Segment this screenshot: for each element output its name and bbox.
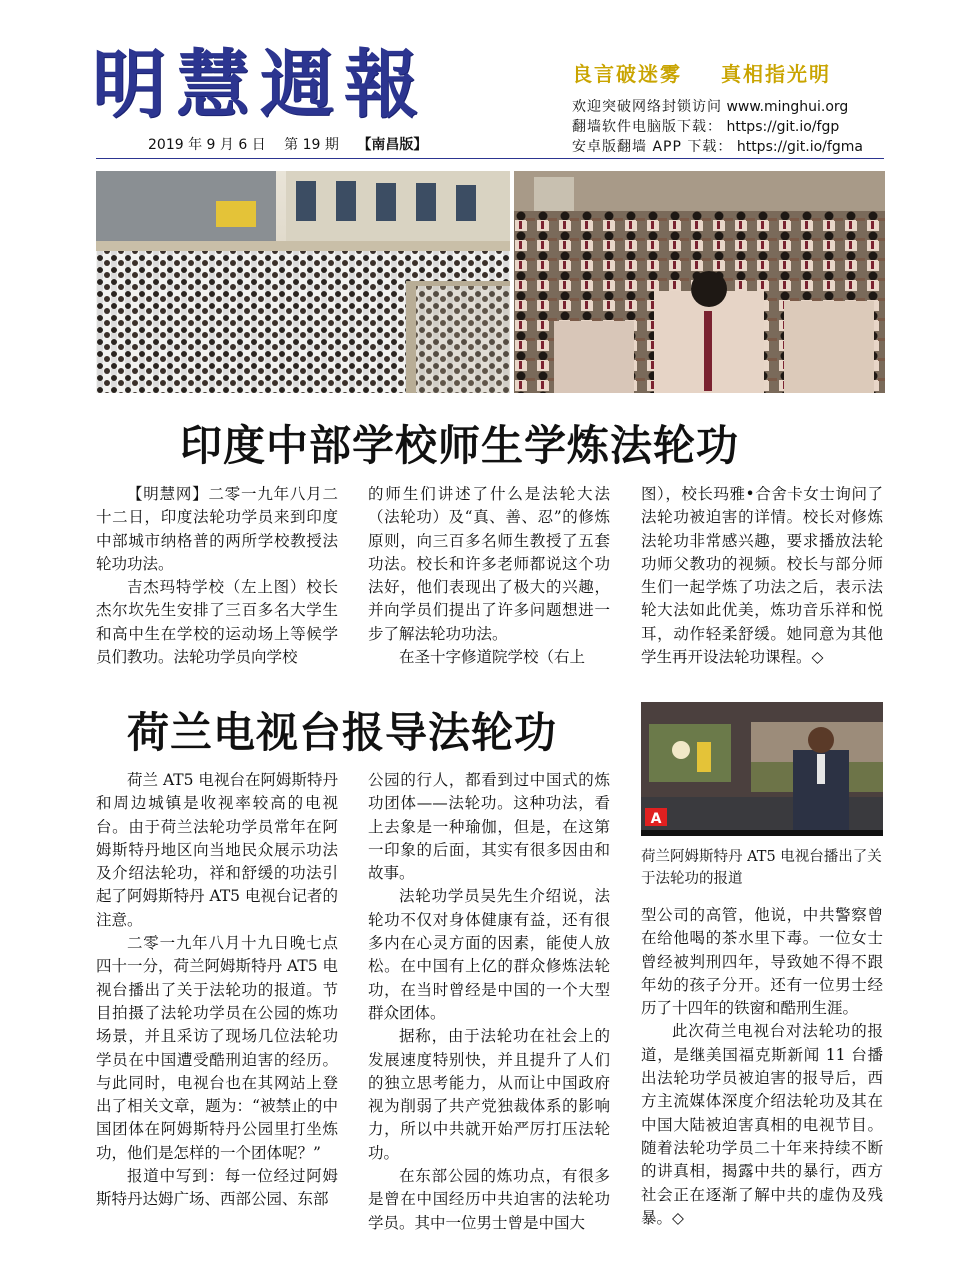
article-column	[96, 483, 338, 669]
issue-number: 第 19 期	[284, 137, 339, 153]
tv-channel-logo: A	[650, 811, 662, 827]
paragraph: 【明慧网】二零一九年八月二十二日，印度法轮功学员来到印度中部城市纳格普的两所学校教授法轮功功法。	[96, 485, 338, 573]
slogan-right: 真相指光明	[720, 62, 831, 86]
paragraph: 荷兰 AT5 电视台在阿姆斯特丹和周边城镇是收视率较高的电视台。由于荷兰法轮功学员常年在阿姆斯特丹地区向当地民众展示功法及介绍法轮功，祥和舒缓的功法引起了阿姆斯特丹 AT5 电视台记者的注意。	[96, 771, 338, 929]
slogan	[572, 58, 892, 87]
header-divider	[96, 158, 884, 159]
article-column	[368, 769, 610, 1235]
access-label: 欢迎突破网络封锁访问	[572, 99, 722, 115]
article-column	[96, 769, 338, 1212]
photo-tv-broadcast	[641, 702, 883, 836]
article-headline: 荷兰电视台报导法轮功	[127, 708, 558, 757]
access-url[interactable]: https://git.io/fgma	[736, 139, 863, 155]
access-label: 翻墙软件电脑版下载：	[572, 119, 722, 135]
article-column	[368, 483, 610, 669]
article-column	[641, 904, 883, 1230]
article-headline: 印度中部学校师生学炼法轮功	[180, 421, 740, 470]
issue-line	[148, 134, 441, 154]
access-line-android	[572, 136, 863, 156]
paragraph: 图），校长玛雅•合舍卡女士询问了法轮功被迫害的详情。校长对修炼法轮功非常感兴趣，要求播放法轮功师父教功的视频。校长与部分师生们一起学炼了功法之后，表示法轮大法如此优美，炼功音乐祥和悦耳，动作轻柔舒缓。她同意为其他学生再开设法轮功课程。◇	[641, 485, 883, 667]
paragraph: 法轮功学员吴先生介绍说，法轮功不仅对身体健康有益，还有很多内在心灵方面的因素，能使人放松。在中国有上亿的群众修炼法轮功，在当时曾经是中国的一个大型群众团体。	[368, 887, 610, 1022]
paragraph: 在圣十字修道院学校（右上	[399, 648, 586, 667]
slogan-left: 良言破迷雾	[572, 62, 682, 86]
edition-label: 【南昌版】	[357, 137, 428, 153]
paragraph: 报道中写到：每一位经过阿姆斯特丹达姆广场、西部公园、东部	[96, 1167, 338, 1209]
masthead-logo: 明慧週報	[92, 42, 428, 128]
paragraph: 吉杰玛特学校（左上图）校长杰尔坎先生安排了三百多名大学生和高中生在学校的运动场上等候学员们教功。法轮功学员向学校	[96, 578, 338, 667]
photo-school-playground	[96, 171, 510, 393]
access-line-desktop	[572, 116, 839, 136]
paragraph: 在东部公园的炼功点，有很多是曾在中国经历中共迫害的法轮功学员。其中一位男士曾是中国大	[368, 1167, 610, 1232]
paragraph: 此次荷兰电视台对法轮功的报道，是继美国福克斯新闻 11 台播出法轮功学员被迫害的报导后，西方主流媒体深度介绍法轮功及其在中国大陆被迫害真相的电视节目。随着法轮功学员二十年来持续不断的讲真相，揭露中共的暴行，西方社会正在逐渐了解中共的虚伪及残暴。◇	[641, 1022, 883, 1227]
paragraph: 公园的行人，都看到过中国式的炼功团体——法轮功。这种功法，看上去象是一种瑜伽，但是，在这第一印象的后面，其实有很多因由和故事。	[368, 771, 610, 883]
access-url[interactable]: www.minghui.org	[726, 99, 849, 115]
photo-classroom	[514, 171, 885, 393]
paragraph: 二零一九年八月十九日晚七点四十一分，荷兰阿姆斯特丹 AT5 电视台播出了关于法轮功的报道。节目拍摄了法轮功学员在公园的炼功场景，并且采访了现场几位法轮功学员在中国遭受酷刑迫害的经历。与此同时，电视台也在其网站上登出了相关文章，题为：“被禁止的中国团体在阿姆斯特丹公园里打坐炼功，他们是怎样的一个团体呢？”	[96, 934, 338, 1162]
paragraph: 的师生们讲述了什么是法轮大法（法轮功）及“真、善、忍”的修炼原则，向三百多名师生教授了五套功法。校长和许多老师都说这个功法好，他们表现出了极大的兴趣，并向学员们提出了许多问题想进一步了解法轮功功法。	[368, 485, 610, 643]
issue-date: 2019 年 9 月 6 日	[148, 137, 266, 153]
paragraph: 型公司的高管，他说，中共警察曾在给他喝的茶水里下毒。一位女士曾经被判刑四年，导致她不得不跟年幼的孩子分开。还有一位男士经历了十四年的铁窗和酷刑生涯。	[641, 906, 883, 1018]
access-url[interactable]: https://git.io/fgp	[726, 119, 840, 135]
paragraph: 据称，由于法轮功在社会上的发展速度特别快，并且提升了人们的独立思考能力，从而让中国政府视为削弱了共产党独裁体系的影响力，所以中共就开始严厉打压法轮功。	[368, 1027, 610, 1162]
access-line-website	[572, 96, 848, 116]
photo-caption: 荷兰阿姆斯特丹 AT5 电视台播出了关于法轮功的报道	[641, 849, 882, 887]
article-column	[641, 483, 883, 669]
access-label: 安卓版翻墙 APP 下载：	[572, 139, 733, 155]
